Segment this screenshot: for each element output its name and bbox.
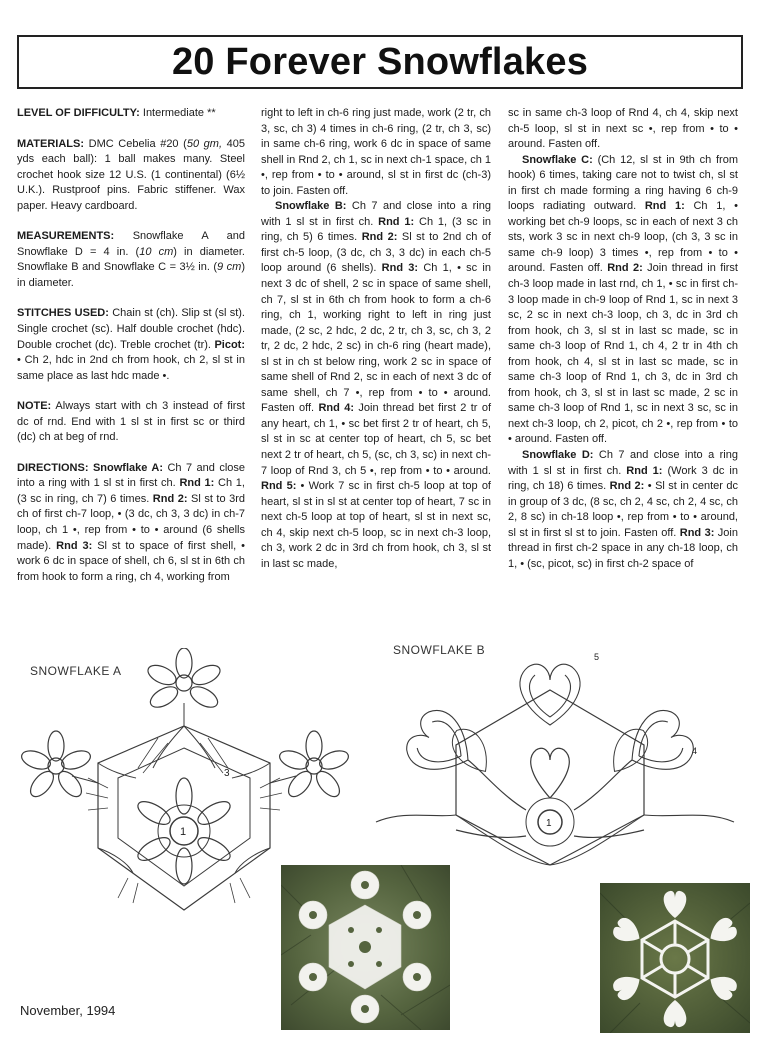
snowflake-b-continued: sc in same ch-3 loop of Rnd 4, ch 4, skip next ch-5 loop, sl st in next sc •, rep from • to • around. Fasten off. [508, 107, 738, 151]
column-2 [261, 106, 491, 572]
b-text-4: Ch 1, • sc in next 3 dc of shell, 2 sc in space of same shell, ch 7, sl st in 6th ch from hook to form a ch-6 ring, ch 1, working right to left in ring just made, (2 sc, 2 hdc, 2 dc, 2 tr, ch 3, sc, ch 3, 2 tr, 2 dc, 2 hdc, 2 sc) in ch-6 ring (heart made), sl st in ch st below ring, work 2 sc in space of same shell of Rnd 2, sc in each of next 3 dc of same shell, ch 7 •, rep from • to • around. Fasten off. [261, 262, 491, 415]
stitches-text: Chain st (ch). Slip st (sl st). Single crochet (sc). Half double crochet (hdc). Double crochet (dc). Treble crochet (tr). [17, 307, 245, 351]
note-label: NOTE: [17, 400, 52, 413]
center-number: 1 [546, 818, 552, 829]
c-text: (Ch 12, sl st in 9th ch from hook) 6 times, taking care not to twist ch, sl st in first ch made forming a ring having 6 ch-9 loops radiating outward. [508, 153, 738, 213]
b-text-3: Sl st to 2nd ch of first ch-5 loop, (3 dc, ch 3, 3 dc) in each ch-5 loop around (6 shells). [261, 231, 491, 275]
footer-date: November, 1994 [20, 1003, 116, 1018]
materials-paragraph [17, 137, 245, 215]
b-text-2: Ch 1, (3 sc in ring, ch 5) 6 times. [261, 215, 492, 244]
rnd-label: Rnd 1: [626, 464, 663, 477]
snowflake-b-diagram [374, 650, 736, 872]
rnd-label: Rnd 2: [361, 231, 398, 244]
measurements-metric: 10 cm [139, 245, 174, 258]
materials-metric: 50 gm, [186, 137, 223, 150]
materials-label: MATERIALS: [17, 137, 85, 150]
snowflake-photo-b [600, 883, 750, 1033]
snowflake-c-label: Snowflake C: [522, 153, 593, 166]
note-paragraph [17, 399, 245, 446]
c-text-3: Join thread in first ch-3 loop made in last rnd, ch 1, • sc in first ch-3 loop made in ch-9 loop of Rnd 1, sc in next 3 sc, 2 sc in next ch-3 loop, ch 3, dc in 3rd ch from hook, ch 3, sl st in last sc made, sc in same ch-3 loop of Rnd 1, ch 4, 2 tr in 4th ch from hook, ch 4, sl st in last sc made, sc in same ch-3 loop of Rnd 1, ch 3, dc in 3rd ch from hook, ch 3, sl st in last sc made, 2 sc in same ch-3 loop of Rnd 1, sc in next 3 sc, sc in next ch-3 loop, ch 2, picot, ch 2 •, rep from • to • around. Fasten off. [508, 262, 738, 446]
measurements-paragraph [17, 229, 245, 291]
measurements-text: Snowflake A and Snowflake D = 4 in. ( [17, 230, 245, 258]
rnd-label: Rnd 3: [56, 539, 93, 552]
c-text-2: Ch 1, • working bet ch-9 loops, sc in each of next 3 ch sts, work 3 sc in next ch-9 loop, (ch 3, 3 sc in same ch-9 loop) 3 times •, rep from • to • around. Fasten off. [508, 200, 738, 275]
rnd-label: Rnd 5: [261, 480, 297, 493]
rnd-label: Rnd 2: [152, 492, 188, 505]
rnd-label: Rnd 3: [679, 526, 715, 539]
d-text-2: (Work 3 dc in ring, ch 18) 6 times. [508, 464, 738, 493]
snowflake-d-label: Snowflake D: [522, 449, 594, 462]
snowflake-c-paragraph [508, 153, 738, 448]
d-text-3: • Sl st in center dc in group of 3 dc, (8 sc, ch 2, 4 sc, ch 2, 4 sc, ch 2, 8 sc) in ch-18 loop •, rep from • to • around, sl st in first sl st to join. Fasten off. [508, 480, 738, 539]
level-paragraph [17, 106, 245, 122]
round-number: 4 [692, 746, 698, 756]
directions-text-4: Sl st to space of first shell, • work 6 dc in space of shell, ch 6, sl st in 6th ch from hook to form a ring, ch 4, working from [17, 539, 245, 583]
center-number: 1 [180, 826, 187, 838]
page-title: 20 Forever Snowflakes [171, 40, 589, 83]
rnd-label: Rnd 4: [318, 402, 355, 415]
stitches-text-2: • Ch 2, hdc in 2nd ch from hook, ch 2, sl st in same place as last hdc made •. [17, 354, 245, 382]
snowflake-photo-a [281, 865, 450, 1030]
d-text-4: Join thread in first ch-2 space in any ch-18 loop, ch 1, • (sc, picot, sc) in first ch-2 space of [508, 526, 738, 570]
rnd-label: Rnd 1: [644, 200, 685, 213]
b-text: Ch 7 and close into a ring with 1 sl st in first ch. [261, 200, 491, 228]
title-box [17, 35, 743, 89]
directions-text-2: Ch 1, (3 sc in ring, ch 7) 6 times. [17, 477, 245, 505]
directions-text: Ch 7 and close into a ring with 1 sl st in first ch. [17, 461, 245, 490]
column-3 [508, 106, 738, 572]
rnd-label: Rnd 1: [179, 477, 215, 490]
measurements-label: MEASUREMENTS: [17, 230, 115, 243]
column-1 [17, 106, 245, 585]
rnd-label: Rnd 1: [378, 215, 415, 228]
d-text: Ch 7 and close into a ring with 1 sl st in first ch. [508, 449, 738, 477]
stitches-label: STITCHES USED: [17, 307, 109, 320]
b-text-6: • Work 7 sc in first ch-5 loop at top of heart, sl st in sl st at center top of heart, 7 sc in next ch-5 loop at top of heart, sl st in next sc, ch 4, skip next ch-5 loop, sc in next ch-3 loop, ch 3, work 2 dc in 3rd ch from hook, ch 3, sl st in last sc made, [261, 480, 491, 570]
measurements-metric-2: 9 cm [217, 261, 242, 274]
directions-text-3: Sl st to 3rd ch of first ch-7 loop, • (3 dc, ch 3, 3 dc) in ch-7 loop, ch 1 •, rep from • to • around (6 shells made). [17, 492, 245, 552]
snowflake-d-paragraph [508, 448, 738, 572]
rnd-label: Rnd 2: [609, 480, 645, 493]
level-label: LEVEL OF DIFFICULTY: [17, 107, 140, 119]
directions-label: DIRECTIONS: Snowflake A: [17, 461, 163, 474]
round-number: 5 [594, 652, 600, 662]
b-text-5: Join thread bet first 2 tr of any heart, ch 1, • sc bet first 2 tr of heart, ch 5, sl st in sc at center top of heart, ch 5, sc bet next 2 tr of heart, ch 5, (sc, ch 3, sc) in next ch-7 loop of Rnd 3, ch 5 •, rep from • to • around. [261, 402, 491, 477]
note-text: Always start with ch 3 instead of first dc of rnd. End with 1 sl st in first sc or third (dc) ch at beg of rnd. [17, 400, 245, 444]
snowflake-b-paragraph [261, 199, 491, 572]
measurements-text-2: ) in diameter. Snowflake B and Snowflake C = 3½ in. ( [17, 245, 245, 274]
snowflake-b-label: Snowflake B: [275, 200, 347, 213]
stitches-paragraph [17, 306, 245, 384]
snowflake-b-diagram-label: SNOWFLAKE B [393, 643, 486, 657]
materials-text: DMC Cebelia #20 ( [84, 137, 187, 150]
rnd-label: Rnd 2: [607, 262, 643, 275]
picot-label: Picot: [214, 338, 245, 351]
snowflake-a-continued: right to left in ch-6 ring just made, work (2 tr, ch 3, sc, ch 3) 4 times in ch-6 ring, (2 tr, ch 3, sc) in same ch-6 ring, work 6 dc in space of same shell in Rnd 2, ch 1, sc in next ch-1 space, ch 1 •, rep from • to • around, sl st in first dc (ch-3) to join. Fasten off. [261, 107, 491, 197]
rnd-label: Rnd 3: [381, 262, 419, 275]
snowflake-a-diagram-label: SNOWFLAKE A [30, 664, 122, 678]
directions-paragraph [17, 461, 245, 585]
measurements-text-3: ) in diameter. [17, 261, 245, 289]
materials-text-2: 405 yds each ball): 1 ball makes many. Steel crochet hook size 12 U.S. (1 continental) (6½ U.K.). Rustproof pins. Fabric stiffener. Wax paper. Heavy cardboard. [17, 137, 245, 212]
round-number: 3 [224, 768, 230, 779]
level-value: Intermediate ** [139, 107, 216, 119]
